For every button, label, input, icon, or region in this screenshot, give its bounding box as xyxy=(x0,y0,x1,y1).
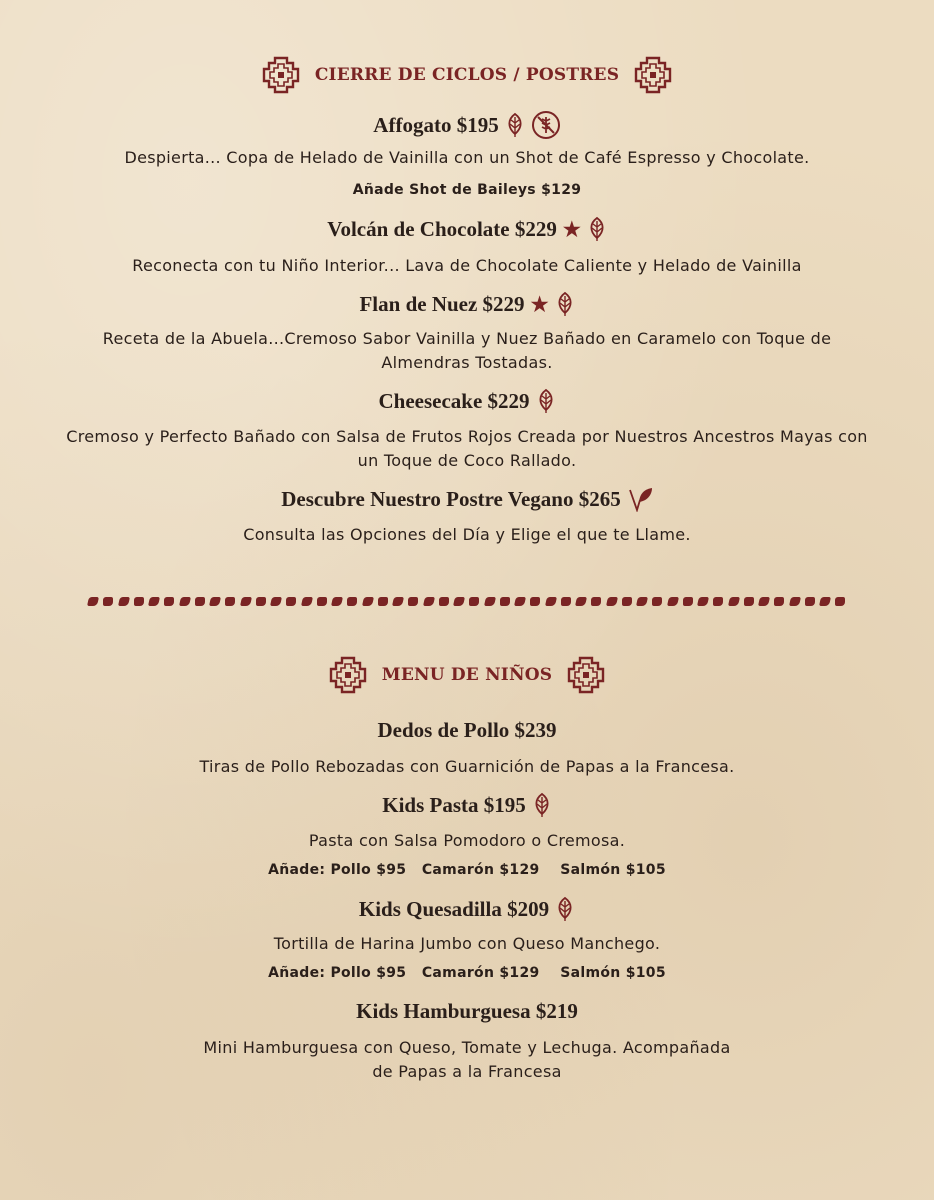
menu-item-title: Kids Pasta $195 xyxy=(0,792,934,818)
menu-item-description: Reconecta con tu Niño Interior... Lava de Chocolate Caliente y Helado de Vainilla xyxy=(132,256,802,275)
section-title-ninos xyxy=(0,655,934,695)
menu-item-title: Affogato $195 xyxy=(0,110,934,140)
gluten-free-icon xyxy=(531,110,561,140)
chakana-icon xyxy=(261,55,301,95)
menu-item-description: Pasta con Salsa Pomodoro o Cremosa. xyxy=(308,831,626,850)
menu-item-addon: Añade: Pollo $95 Camarón $129 Salmón $105 xyxy=(268,862,666,878)
menu-item-title: Descubre Nuestro Postre Vegano $265 xyxy=(0,486,934,512)
leaf-icon xyxy=(587,216,607,242)
menu-item-description: Tiras de Pollo Rebozadas con Guarnición de Papas a la Francesa. xyxy=(199,757,735,776)
menu-item-title: Volcán de Chocolate $229 ★ xyxy=(0,216,934,242)
menu-item-title: Kids Hamburguesa $219 xyxy=(356,999,578,1023)
chakana-icon xyxy=(633,55,673,95)
leaf-icon xyxy=(555,291,575,317)
menu-item-addon: Añade Shot de Baileys $129 xyxy=(352,182,582,198)
leaf-icon xyxy=(532,792,552,818)
postres-title: CIERRE DE CICLOS / POSTRES xyxy=(314,65,620,85)
decorative-divider xyxy=(88,595,846,607)
menu-item-description: Mini Hamburguesa con Queso, Tomate y Lechuga. Acompañada de Papas a la Francesa xyxy=(203,1038,731,1081)
chakana-icon xyxy=(328,655,368,695)
chakana-icon xyxy=(566,655,606,695)
leaf-icon xyxy=(505,112,525,138)
menu-item-description: Consulta las Opciones del Día y Elige el que te Llame. xyxy=(243,525,691,544)
leaf-icon xyxy=(536,388,556,414)
menu-item-description: Cremoso y Perfecto Bañado con Salsa de Frutos Rojos Creada por Nuestros Ancestros Mayas con un Toque de Coco Rallado. xyxy=(66,427,868,470)
vegan-leaf-icon xyxy=(627,486,653,512)
menu-item-title: Cheesecake $229 xyxy=(0,388,934,414)
menu-item-description: Receta de la Abuela...Cremoso Sabor Vainilla y Nuez Bañado en Caramelo con Toque de Almendras Tostadas. xyxy=(102,329,832,372)
leaf-icon xyxy=(555,896,575,922)
star-icon: ★ xyxy=(562,218,581,241)
menu-item-title: Flan de Nuez $229 ★ xyxy=(0,291,934,317)
star-icon: ★ xyxy=(530,293,549,316)
menu-item-addon: Añade: Pollo $95 Camarón $129 Salmón $105 xyxy=(268,965,666,981)
ninos-title: MENU DE NIÑOS xyxy=(381,665,553,685)
menu-item-title: Dedos de Pollo $239 xyxy=(377,718,557,742)
menu-item-description: Despierta... Copa de Helado de Vainilla con un Shot de Café Espresso y Chocolate. xyxy=(124,148,810,167)
section-title-postres xyxy=(0,55,934,95)
menu-item-title: Kids Quesadilla $209 xyxy=(0,896,934,922)
menu-item-description: Tortilla de Harina Jumbo con Queso Manchego. xyxy=(273,934,661,953)
